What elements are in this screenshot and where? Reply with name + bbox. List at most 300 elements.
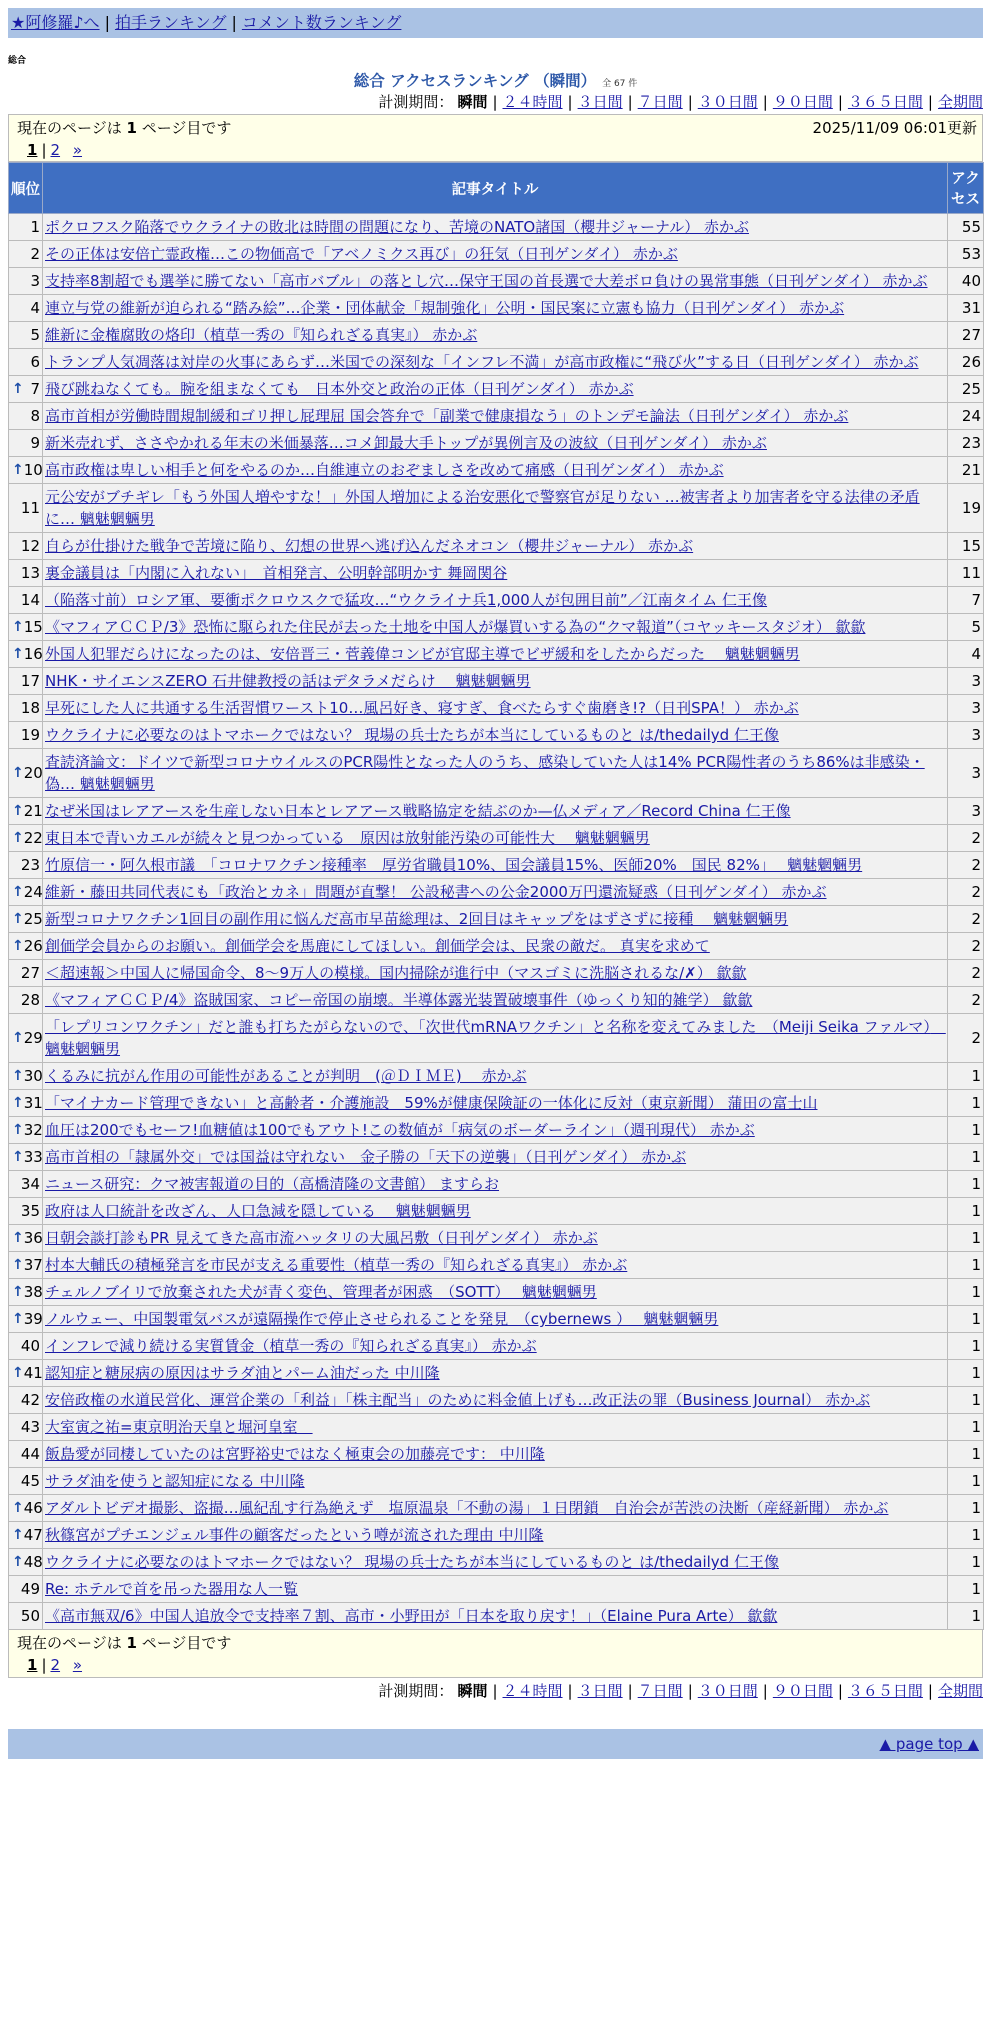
rank-number: 2: [30, 245, 40, 263]
access-count: 2: [948, 1014, 984, 1063]
rank-number: 1: [30, 218, 40, 236]
access-count: 1: [948, 1171, 984, 1198]
title-cell: [43, 1387, 948, 1414]
rank-number: 14: [20, 591, 40, 609]
article-title-link[interactable]: 外国人犯罪だらけになったのは、安倍晋三・菅義偉コンビが官邸主導でビザ緩和をしたからだった 魑魅魍魎男: [45, 645, 800, 663]
rank-number: 20: [23, 764, 43, 782]
table-row: [9, 1603, 984, 1630]
access-count: 26: [948, 349, 984, 376]
rank-cell: [9, 1252, 43, 1279]
rank-number: 18: [20, 699, 40, 717]
access-count: 24: [948, 403, 984, 430]
article-title-link[interactable]: 維新に金権腐敗の烙印（植草一秀の『知られざる真実』） 赤かぶ: [45, 326, 478, 344]
rank-number: 38: [23, 1283, 43, 1301]
article-title-link[interactable]: 元公安がブチギレ「もう外国人増やすな！」外国人増加による治安悪化で警察官が足りない …被害者より加害者を守る法律の矛盾に… 魑魅魍魎男: [45, 488, 920, 528]
table-row: [9, 430, 984, 457]
top-nav-bar: [8, 8, 983, 38]
article-title-link[interactable]: 竹原信一・阿久根市議 「コロナワクチン接種率 厚労省職員10%、国会議員15%、医師20% 国民 82%」 魑魅魍魎男: [45, 856, 863, 874]
table-row: [9, 484, 984, 533]
period-365d-link[interactable]: ３６５日間: [847, 93, 923, 111]
access-count: 1: [948, 1198, 984, 1225]
access-count: 2: [948, 987, 984, 1014]
access-count: 1: [948, 1414, 984, 1441]
page-title-row: [8, 69, 983, 91]
rank-number: 13: [20, 564, 40, 582]
period-label: 計測期間：: [378, 1682, 454, 1700]
title-cell: [43, 1171, 948, 1198]
table-row: [9, 1414, 984, 1441]
title-cell: [43, 933, 948, 960]
rank-cell: [9, 1522, 43, 1549]
article-title-link[interactable]: その正体は安倍亡霊政権…この物価高で「アベノミクス再び」の狂気（日刊ゲンダイ） 赤かぶ: [45, 245, 678, 263]
access-count: 4: [948, 641, 984, 668]
rank-cell: [9, 268, 43, 295]
period-7d-link[interactable]: ７日間: [637, 1682, 683, 1700]
rank-number: 49: [20, 1580, 40, 1598]
rank-cell: [9, 1549, 43, 1576]
access-count: 1: [948, 1576, 984, 1603]
access-count: 15: [948, 533, 984, 560]
article-title-link[interactable]: 《マフィアＣＣＰ/3》恐怖に駆られた住民が去った土地を中国人が爆買いする為の“クマ報道”（コヤッキースタジオ） 歙歙: [45, 618, 866, 636]
rank-cell: [9, 852, 43, 879]
rank-up-arrow-icon: ↑: [12, 619, 24, 635]
ranking-body: [9, 214, 984, 1630]
rank-cell: [9, 1468, 43, 1495]
rank-number: 36: [23, 1229, 43, 1247]
access-count: 1: [948, 1279, 984, 1306]
bottom-bar: [8, 1729, 983, 1759]
rank-number: 21: [23, 802, 43, 820]
period-current: 瞬間: [457, 1682, 488, 1700]
title-cell: [43, 1252, 948, 1279]
rank-up-arrow-icon: ↑: [12, 1365, 24, 1381]
title-cell: [43, 1090, 948, 1117]
access-count: 1: [948, 1495, 984, 1522]
period-24h-link[interactable]: ２４時間: [502, 1682, 563, 1700]
table-row: [9, 695, 984, 722]
page-top-link[interactable]: ▲ page top ▲: [879, 1735, 979, 1753]
rank-cell: [9, 295, 43, 322]
title-cell: [43, 668, 948, 695]
table-row: [9, 1252, 984, 1279]
rank-number: 22: [23, 829, 43, 847]
rank-cell: [9, 1063, 43, 1090]
table-row: [9, 1387, 984, 1414]
article-title-link[interactable]: 高市首相が労働時間規制緩和ゴリ押し屁理屈 国会答弁で「副業で健康損なう」のトンデモ論法（日刊ゲンダイ） 赤かぶ: [45, 407, 849, 425]
period-3d-link[interactable]: ３日間: [577, 93, 623, 111]
rank-cell: [9, 668, 43, 695]
article-title-link[interactable]: 査読済論文：ドイツで新型コロナウイルスのPCR陽性となった人のうち、感染していた人は14% PCR陽性者のうち86%は非感染・偽… 魑魅魍魎男: [45, 753, 925, 793]
title-cell: [43, 749, 948, 798]
rank-cell: [9, 1090, 43, 1117]
title-cell: [43, 214, 948, 241]
article-title-link[interactable]: 支持率8割超でも選挙に勝てない「高市バブル」の落とし穴…保守王国の首長選で大差ボロ負けの異常事態（日刊ゲンダイ） 赤かぶ: [45, 272, 928, 290]
rank-cell: [9, 1441, 43, 1468]
rank-up-arrow-icon: ↑: [12, 1149, 24, 1165]
access-count: 7: [948, 587, 984, 614]
rank-cell: [9, 1279, 43, 1306]
article-title-link[interactable]: くるみに抗がん作用の可能性があることが判明 (＠ＤＩＭＥ) 赤かぶ: [45, 1067, 527, 1085]
rank-number: 5: [30, 326, 40, 344]
article-title-link[interactable]: 血圧は200でもセーフ!血糖値は100でもアウト!この数値が「病気のボーダーライン」（週刊現代） 赤かぶ: [45, 1121, 755, 1139]
next-page-link[interactable]: »: [72, 141, 83, 159]
access-count: 1: [948, 1144, 984, 1171]
rank-number: 42: [20, 1391, 40, 1409]
article-title-link[interactable]: 政府は人口統計を改ざん、人口急減を隠している 魑魅魍魎男: [45, 1202, 471, 1220]
pagination-top: 現在のページは 1 ページ目です 2025/11/09 06:01更新 1 | 2 »: [8, 114, 983, 162]
table-row: [9, 987, 984, 1014]
access-count: 2: [948, 933, 984, 960]
table-row: [9, 749, 984, 798]
rank-cell: [9, 1576, 43, 1603]
rank-cell: [9, 1603, 43, 1630]
title-cell: [43, 906, 948, 933]
article-title-link[interactable]: 維新・藤田共同代表にも「政治とカネ」問題が直撃！ 公設秘書への公金2000万円還流疑惑（日刊ゲンダイ） 赤かぶ: [45, 883, 827, 901]
rank-cell: [9, 1495, 43, 1522]
article-title-link[interactable]: 「マイナカード管理できない」と高齢者・介護施設 59%が健康保険証の一体化に反対（東京新聞） 蒲田の富士山: [45, 1094, 818, 1112]
rank-header: 順位: [9, 163, 43, 214]
article-title-link[interactable]: 飛び跳ねなくても。腕を組まなくても 日本外交と政治の正体（日刊ゲンダイ） 赤かぶ: [45, 380, 634, 398]
table-row: [9, 1171, 984, 1198]
rank-number: 31: [23, 1094, 43, 1112]
table-row: [9, 641, 984, 668]
period-30d-link[interactable]: ３０日間: [697, 1682, 758, 1700]
rank-cell: [9, 560, 43, 587]
rank-cell: [9, 749, 43, 798]
article-title-link[interactable]: 秋篠宮がプチエンジェル事件の顧客だったという噂が流された理由 中川隆: [45, 1526, 544, 1544]
rank-up-arrow-icon: ↑: [12, 938, 24, 954]
rank-number: 44: [20, 1445, 40, 1463]
rank-number: 37: [23, 1256, 43, 1274]
title-cell: [43, 403, 948, 430]
rank-number: 47: [23, 1526, 43, 1544]
article-title-link[interactable]: Re: ホテルで首を吊った器用な人一覧: [45, 1580, 299, 1598]
table-row: [9, 1198, 984, 1225]
table-row: [9, 852, 984, 879]
rank-number: 6: [30, 353, 40, 371]
article-title-link[interactable]: 新米売れず、ささやかれる年末の米価暴落…コメ卸最大手トップが異例言及の波紋（日刊ゲンダイ） 赤かぶ: [45, 434, 767, 452]
period-selector-top: 計測期間： 瞬間 | ２４時間 | ３日間 | ７日間 | ３０日間 | ９０日間 | ３６５日間 | 全期間: [378, 93, 983, 111]
access-count: 1: [948, 1306, 984, 1333]
rank-cell: [9, 322, 43, 349]
article-title-link[interactable]: 早死にした人に共通する生活習慣ワースト10…風呂好き、寝すぎ、食べたらすぐ歯磨き!?（日刊SPA！） 赤かぶ: [45, 699, 799, 717]
rank-up-arrow-icon: ↑: [12, 381, 24, 397]
table-row: [9, 1144, 984, 1171]
rank-number: 23: [20, 856, 40, 874]
access-count: 2: [948, 906, 984, 933]
rank-cell: [9, 403, 43, 430]
period-current: 瞬間: [457, 93, 488, 111]
title-cell: [43, 1063, 948, 1090]
article-title-link[interactable]: ニュース研究：クマ被害報道の目的（高橋清隆の文書館） ますらお: [45, 1175, 500, 1193]
access-count: 2: [948, 852, 984, 879]
table-row: [9, 214, 984, 241]
access-count: 1: [948, 1468, 984, 1495]
access-count: 23: [948, 430, 984, 457]
rank-up-arrow-icon: ↑: [12, 1527, 24, 1543]
current-page-info: 現在のページは 1 ページ目です: [17, 1634, 232, 1652]
rank-up-arrow-icon: ↑: [12, 1257, 24, 1273]
title-cell: [43, 1603, 948, 1630]
page-1-current: 1: [27, 1656, 38, 1674]
article-title-link[interactable]: サラダ油を使うと認知症になる 中川隆: [45, 1472, 305, 1490]
title-cell: [43, 322, 948, 349]
article-title-link[interactable]: 村本大輔氏の積極発言を市民が支える重要性（植草一秀の『知られざる真実』） 赤かぶ: [45, 1256, 628, 1274]
title-cell: [43, 1522, 948, 1549]
rank-up-arrow-icon: ↑: [12, 462, 24, 478]
access-count: 1: [948, 1603, 984, 1630]
rank-up-arrow-icon: ↑: [12, 830, 24, 846]
rank-number: 10: [23, 461, 43, 479]
access-count: 2: [948, 960, 984, 987]
access-count: 3: [948, 668, 984, 695]
rank-cell: [9, 1198, 43, 1225]
table-row: [9, 1225, 984, 1252]
article-title-link[interactable]: 創価学会員からのお願い。創価学会を馬鹿にしてほしい。創価学会は、民衆の敵だ。 真実を求めて: [45, 937, 710, 955]
category-label: 総合: [8, 56, 27, 66]
page-2-link[interactable]: 2: [50, 1656, 61, 1674]
article-title-link[interactable]: インフレで減り続ける実質賃金（植草一秀の『知られざる真実』） 赤かぶ: [45, 1337, 537, 1355]
rank-cell: [9, 484, 43, 533]
table-row: [9, 1090, 984, 1117]
title-cell: [43, 349, 948, 376]
article-title-link[interactable]: チェルノブイリで放棄された犬が青く変色、管理者が困惑 （SOTT） 魑魅魍魎男: [45, 1283, 597, 1301]
rank-cell: [9, 349, 43, 376]
rank-number: 46: [23, 1499, 43, 1517]
article-title-link[interactable]: 日朝会談打診もPR 見えてきた高市流ハッタリの大風呂敷（日刊ゲンダイ） 赤かぶ: [45, 1229, 598, 1247]
article-title-link[interactable]: 連立与党の維新が迫られる“踏み絵”…企業・団体献金「規制強化」公明・国民案に立憲も協力（日刊ゲンダイ） 赤かぶ: [45, 299, 845, 317]
title-cell: [43, 1306, 948, 1333]
rank-up-arrow-icon: ↑: [12, 1030, 24, 1046]
title-cell: [43, 1441, 948, 1468]
total-count: 全 67 件: [602, 79, 638, 89]
period-7d-link[interactable]: ７日間: [637, 93, 683, 111]
table-row: [9, 1063, 984, 1090]
access-count: 31: [948, 295, 984, 322]
access-count: 25: [948, 376, 984, 403]
rank-cell: [9, 1360, 43, 1387]
rank-number: 45: [20, 1472, 40, 1490]
rank-cell: [9, 906, 43, 933]
table-row: [9, 457, 984, 484]
table-row: [9, 933, 984, 960]
article-title-link[interactable]: 《マフィアＣＣＰ/4》盗賊国家、コピー帝国の崩壊。半導体露光装置破壊事件（ゆっくり知的雑学） 歙歙: [45, 991, 753, 1009]
rank-up-arrow-icon: ↑: [12, 803, 24, 819]
applause-ranking-link[interactable]: 拍手ランキング: [114, 13, 227, 32]
article-title-link[interactable]: ポクロフスク陥落でウクライナの敗北は時間の問題になり、苦境のNATO諸国（櫻井ジャーナル） 赤かぶ: [45, 218, 749, 236]
comment-ranking-link[interactable]: コメント数ランキング: [241, 13, 402, 32]
rank-up-arrow-icon: ↑: [12, 1230, 24, 1246]
table-row: [9, 268, 984, 295]
title-cell: [43, 1198, 948, 1225]
rank-up-arrow-icon: ↑: [12, 765, 24, 781]
article-title-link[interactable]: 安倍政権の水道民営化、運営企業の「利益」「株主配当」のために料金値上げも…改正法の罪（Business Journal） 赤かぶ: [45, 1391, 871, 1409]
access-count: 1: [948, 1333, 984, 1360]
table-row: [9, 295, 984, 322]
updated-timestamp: 2025/11/09 06:01更新: [812, 119, 977, 137]
rank-cell: [9, 1117, 43, 1144]
access-count: 1: [948, 1252, 984, 1279]
rank-cell: [9, 722, 43, 749]
title-cell: [43, 1279, 948, 1306]
table-row: [9, 1549, 984, 1576]
table-row: [9, 1306, 984, 1333]
rank-number: 35: [20, 1202, 40, 1220]
next-page-link[interactable]: »: [72, 1656, 83, 1674]
period-all-link[interactable]: 全期間: [937, 1682, 983, 1700]
rank-number: 26: [23, 937, 43, 955]
period-90d-link[interactable]: ９０日間: [772, 1682, 833, 1700]
title-cell: [43, 1333, 948, 1360]
rank-number: 34: [20, 1175, 40, 1193]
rank-cell: [9, 457, 43, 484]
rank-number: 40: [20, 1337, 40, 1355]
period-all-link[interactable]: 全期間: [937, 93, 983, 111]
article-title-link[interactable]: 《高市無双/6》中国人追放令で支持率７割、高市・小野田が「日本を取り戻す！」（Elaine Pura Arte） 歙歙: [45, 1607, 778, 1625]
nav-separator: |: [231, 13, 237, 32]
article-title-link[interactable]: 自らが仕掛けた戦争で苦境に陥り、幻想の世界へ逃げ込んだネオコン（櫻井ジャーナル） 赤かぶ: [45, 537, 694, 555]
rank-up-arrow-icon: ↑: [12, 1500, 24, 1516]
rank-cell: [9, 1225, 43, 1252]
access-count: 1: [948, 1090, 984, 1117]
access-count: 1: [948, 1441, 984, 1468]
table-row: [9, 560, 984, 587]
rank-number: 4: [30, 299, 40, 317]
rank-up-arrow-icon: ↑: [12, 1068, 24, 1084]
home-link[interactable]: ★阿修羅♪へ: [11, 13, 100, 32]
rank-number: 17: [20, 672, 40, 690]
table-row: [9, 587, 984, 614]
table-row: [9, 798, 984, 825]
rank-cell: [9, 241, 43, 268]
title-cell: [43, 852, 948, 879]
period-24h-link[interactable]: ２４時間: [502, 93, 563, 111]
title-cell: [43, 641, 948, 668]
rank-number: 16: [23, 645, 43, 663]
title-cell: [43, 1468, 948, 1495]
title-cell: [43, 295, 948, 322]
pagination-bottom: 現在のページは 1 ページ目です 1 | 2 »: [8, 1630, 983, 1678]
rank-cell: [9, 1387, 43, 1414]
article-title-link[interactable]: 「レプリコンワクチン」だと誰も打ちたがらないので、「次世代mRNAワクチン」と名称を変えてみました （Meiji Seika ファルマ） 魑魅魍魎男: [45, 1018, 946, 1058]
table-row: [9, 614, 984, 641]
rank-number: 48: [23, 1553, 43, 1571]
title-cell: [43, 1144, 948, 1171]
period-365d-link[interactable]: ３６５日間: [847, 1682, 923, 1700]
article-title-link[interactable]: なぜ米国はレアアースを生産しない日本とレアアース戦略協定を結ぶのか—仏メディア／Record China 仁王像: [45, 802, 791, 820]
rank-up-arrow-icon: ↑: [12, 646, 24, 662]
period-30d-link[interactable]: ３０日間: [697, 93, 758, 111]
access-count: 2: [948, 825, 984, 852]
table-header-row: [9, 163, 984, 214]
access-count: 11: [948, 560, 984, 587]
access-count: 1: [948, 1225, 984, 1252]
title-cell: [43, 1014, 948, 1063]
article-title-link[interactable]: 高市政権は卑しい相手と何をやるのか…自維連立のおぞましさを改めて痛感（日刊ゲンダイ） 赤かぶ: [45, 461, 724, 479]
table-row: [9, 879, 984, 906]
article-title-link[interactable]: 高市首相の「隷属外交」では国益は守れない 金子勝の「天下の逆襲」（日刊ゲンダイ） 赤かぶ: [45, 1148, 687, 1166]
access-count: 21: [948, 457, 984, 484]
rank-cell: [9, 879, 43, 906]
rank-cell: [9, 533, 43, 560]
access-count: 3: [948, 749, 984, 798]
access-count: 1: [948, 1549, 984, 1576]
article-title-link[interactable]: ウクライナに必要なのはトマホークではない？ 現場の兵士たちが本当にしているものと は/thedailyd 仁王像: [45, 726, 779, 744]
article-title-link[interactable]: ノルウェー、中国製電気バスが遠隔操作で停止させられることを発見 （cybernews ） 魑魅魍魎男: [45, 1310, 719, 1328]
table-row: [9, 1576, 984, 1603]
rank-cell: [9, 825, 43, 852]
rank-cell: [9, 798, 43, 825]
table-row: [9, 825, 984, 852]
rank-cell: [9, 960, 43, 987]
article-title-link[interactable]: 東日本で青いカエルが続々と見つかっている 原因は放射能汚染の可能性大 魑魅魍魎男: [45, 829, 650, 847]
article-title-link[interactable]: トランプ人気凋落は対岸の火事にあらず…米国での深刻な「インフレ不満」が高市政権に“飛び火”する日（日刊ゲンダイ） 赤かぶ: [45, 353, 919, 371]
current-page-info: 現在のページは 1 ページ目です: [17, 119, 232, 137]
title-cell: [43, 1576, 948, 1603]
rank-cell: [9, 587, 43, 614]
table-row: [9, 349, 984, 376]
title-cell: [43, 376, 948, 403]
article-title-link[interactable]: 認知症と糖尿病の原因はサラダ油とパーム油だった 中川隆: [45, 1364, 440, 1382]
title-cell: [43, 879, 948, 906]
rank-up-arrow-icon: ↑: [12, 1284, 24, 1300]
page-2-link[interactable]: 2: [50, 141, 61, 159]
period-3d-link[interactable]: ３日間: [577, 1682, 623, 1700]
access-count: 3: [948, 798, 984, 825]
rank-up-arrow-icon: ↑: [12, 1095, 24, 1111]
table-row: [9, 722, 984, 749]
rank-cell: [9, 430, 43, 457]
rank-number: 24: [23, 883, 43, 901]
period-90d-link[interactable]: ９０日間: [772, 93, 833, 111]
title-cell: [43, 457, 948, 484]
article-title-link[interactable]: ＜超速報＞中国人に帰国命令、8～9万人の模様。国内掃除が進行中（マスゴミに洗脳されるな/✗） 歙歙: [45, 964, 747, 982]
access-count: 1: [948, 1522, 984, 1549]
rank-number: 25: [23, 910, 43, 928]
rank-number: 41: [23, 1364, 43, 1382]
rank-cell: [9, 1333, 43, 1360]
title-cell: [43, 484, 948, 533]
access-header: アクセス: [948, 163, 984, 214]
table-row: [9, 376, 984, 403]
article-title-link[interactable]: アダルトビデオ撮影、盗撮…風紀乱す行為絶えず 塩原温泉「不動の湯」１日閉鎖 自治会が苦渋の決断（産経新聞） 赤かぶ: [45, 1499, 889, 1517]
table-row: [9, 1360, 984, 1387]
article-title-link[interactable]: （陥落寸前）ロシア軍、要衝ポクロウスクで猛攻…“ウクライナ兵1,000人が包囲目前”／江南タイム 仁王像: [45, 591, 768, 609]
rank-number: 11: [20, 499, 40, 517]
table-row: [9, 1468, 984, 1495]
rank-cell: [9, 1144, 43, 1171]
article-title-link[interactable]: 裏金議員は「内閣に入れない」 首相発言、公明幹部明かす 舞岡関谷: [45, 564, 508, 582]
article-title-link[interactable]: 飯島愛が同棲していたのは宮野裕史ではなく極東会の加藤亮です： 中川隆: [45, 1445, 545, 1463]
ranking-table: [8, 162, 984, 1630]
rank-cell: [9, 641, 43, 668]
article-title-link[interactable]: NHK・サイエンスZERO 石井健教授の話はデタラメだらけ 魑魅魍魎男: [45, 672, 531, 690]
title-cell: [43, 987, 948, 1014]
table-row: [9, 1441, 984, 1468]
article-title-link[interactable]: ウクライナに必要なのはトマホークではない？ 現場の兵士たちが本当にしているものと は/thedailyd 仁王像: [45, 1553, 779, 1571]
table-row: [9, 322, 984, 349]
rank-number: 15: [23, 618, 43, 636]
rank-up-arrow-icon: ↑: [12, 1311, 24, 1327]
rank-number: 43: [20, 1418, 40, 1436]
title-cell: [43, 1495, 948, 1522]
article-title-link[interactable]: 大室寅之祐=東京明治天皇と堀河皇室: [45, 1418, 313, 1436]
access-count: 53: [948, 241, 984, 268]
article-title-link[interactable]: 新型コロナワクチン1回目の副作用に悩んだ高市早苗総理は、2回目はキャップをはずさずに接種 魑魅魍魎男: [45, 910, 789, 928]
title-cell: [43, 798, 948, 825]
table-row: [9, 906, 984, 933]
table-row: [9, 1117, 984, 1144]
